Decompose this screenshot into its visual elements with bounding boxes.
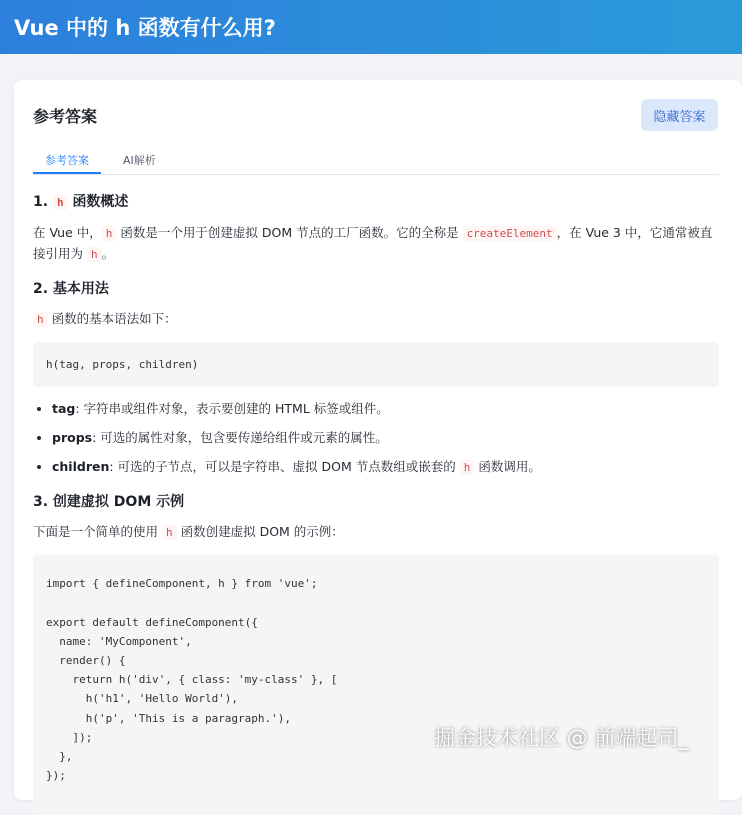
inline-code: h: [33, 312, 48, 327]
list-item: [52, 457, 719, 478]
tab-reference-answer[interactable]: 参考答案: [33, 146, 101, 174]
inline-code: createElement: [463, 226, 557, 241]
code-text: import { defineComponent, h } from 'vue'; export default defineComponent({ name: 'MyComponent', render() { return h('div', { class: 'my-class' }, [ h('h1', 'Hello World'), h('p', 'This is a paragraph.'), ]); }, });: [46, 577, 338, 783]
code-block-example: [33, 555, 719, 815]
param-term: tag: [52, 401, 76, 416]
answer-card: [14, 80, 742, 800]
param-term: children: [52, 459, 110, 474]
text-segment: 函数创建虚拟 DOM 的示例：: [180, 524, 344, 539]
param-term: props: [52, 430, 93, 445]
param-desc: : 字符串或组件对象，表示要创建的 HTML 标签或组件。: [75, 401, 389, 416]
inline-code: h: [460, 460, 475, 475]
watermark: 掘金技术社区 @ 前端起司_: [434, 726, 689, 750]
param-desc: : 可选的属性对象，包含要传递给组件或元素的属性。: [92, 430, 388, 445]
list-item: [52, 428, 719, 448]
code-block-syntax: [33, 342, 719, 387]
usage-paragraph: [33, 309, 719, 330]
list-item: [52, 399, 719, 419]
heading-number: 1.: [33, 194, 49, 210]
parameter-list: [33, 399, 719, 478]
inline-code: h: [102, 226, 117, 241]
param-desc: : 可选的子节点，可以是字符串、虚拟 DOM 节点数组或嵌套的: [109, 459, 456, 474]
page-title: Vue 中的 h 函数有什么用?: [14, 16, 276, 40]
text-segment: 下面是一个简单的使用: [33, 524, 159, 539]
page-header: [0, 0, 742, 54]
inline-code: h: [87, 247, 102, 262]
param-desc: 函数调用。: [478, 459, 541, 474]
hide-answer-button[interactable]: 隐藏答案: [641, 99, 718, 131]
section-heading-example: 3. 创建虚拟 DOM 示例: [33, 494, 185, 510]
text-segment: 函数的基本语法如下：: [51, 311, 177, 326]
inline-code: h: [162, 525, 177, 540]
heading-text: 函数概述: [72, 194, 129, 210]
text-segment: ，在 Vue 3 中，它通常被直接引用为: [33, 225, 713, 261]
example-paragraph: [33, 522, 719, 543]
text-segment: 在 Vue 中，: [33, 225, 102, 240]
text-segment: 。: [101, 246, 115, 261]
answer-content: [33, 184, 719, 815]
card-title: 参考答案: [33, 107, 98, 126]
tab-bar: [33, 146, 719, 175]
tab-ai-analysis[interactable]: AI解析: [123, 154, 156, 167]
section-heading-overview: [33, 192, 719, 213]
inline-code: h: [53, 195, 68, 210]
overview-paragraph: [33, 223, 719, 265]
section-heading-basic-usage: 2. 基本用法: [33, 281, 109, 297]
text-segment: 函数是一个用于创建虚拟 DOM 节点的工厂函数。它的全称是: [120, 225, 459, 240]
code-text: h(tag, props, children): [46, 358, 199, 371]
